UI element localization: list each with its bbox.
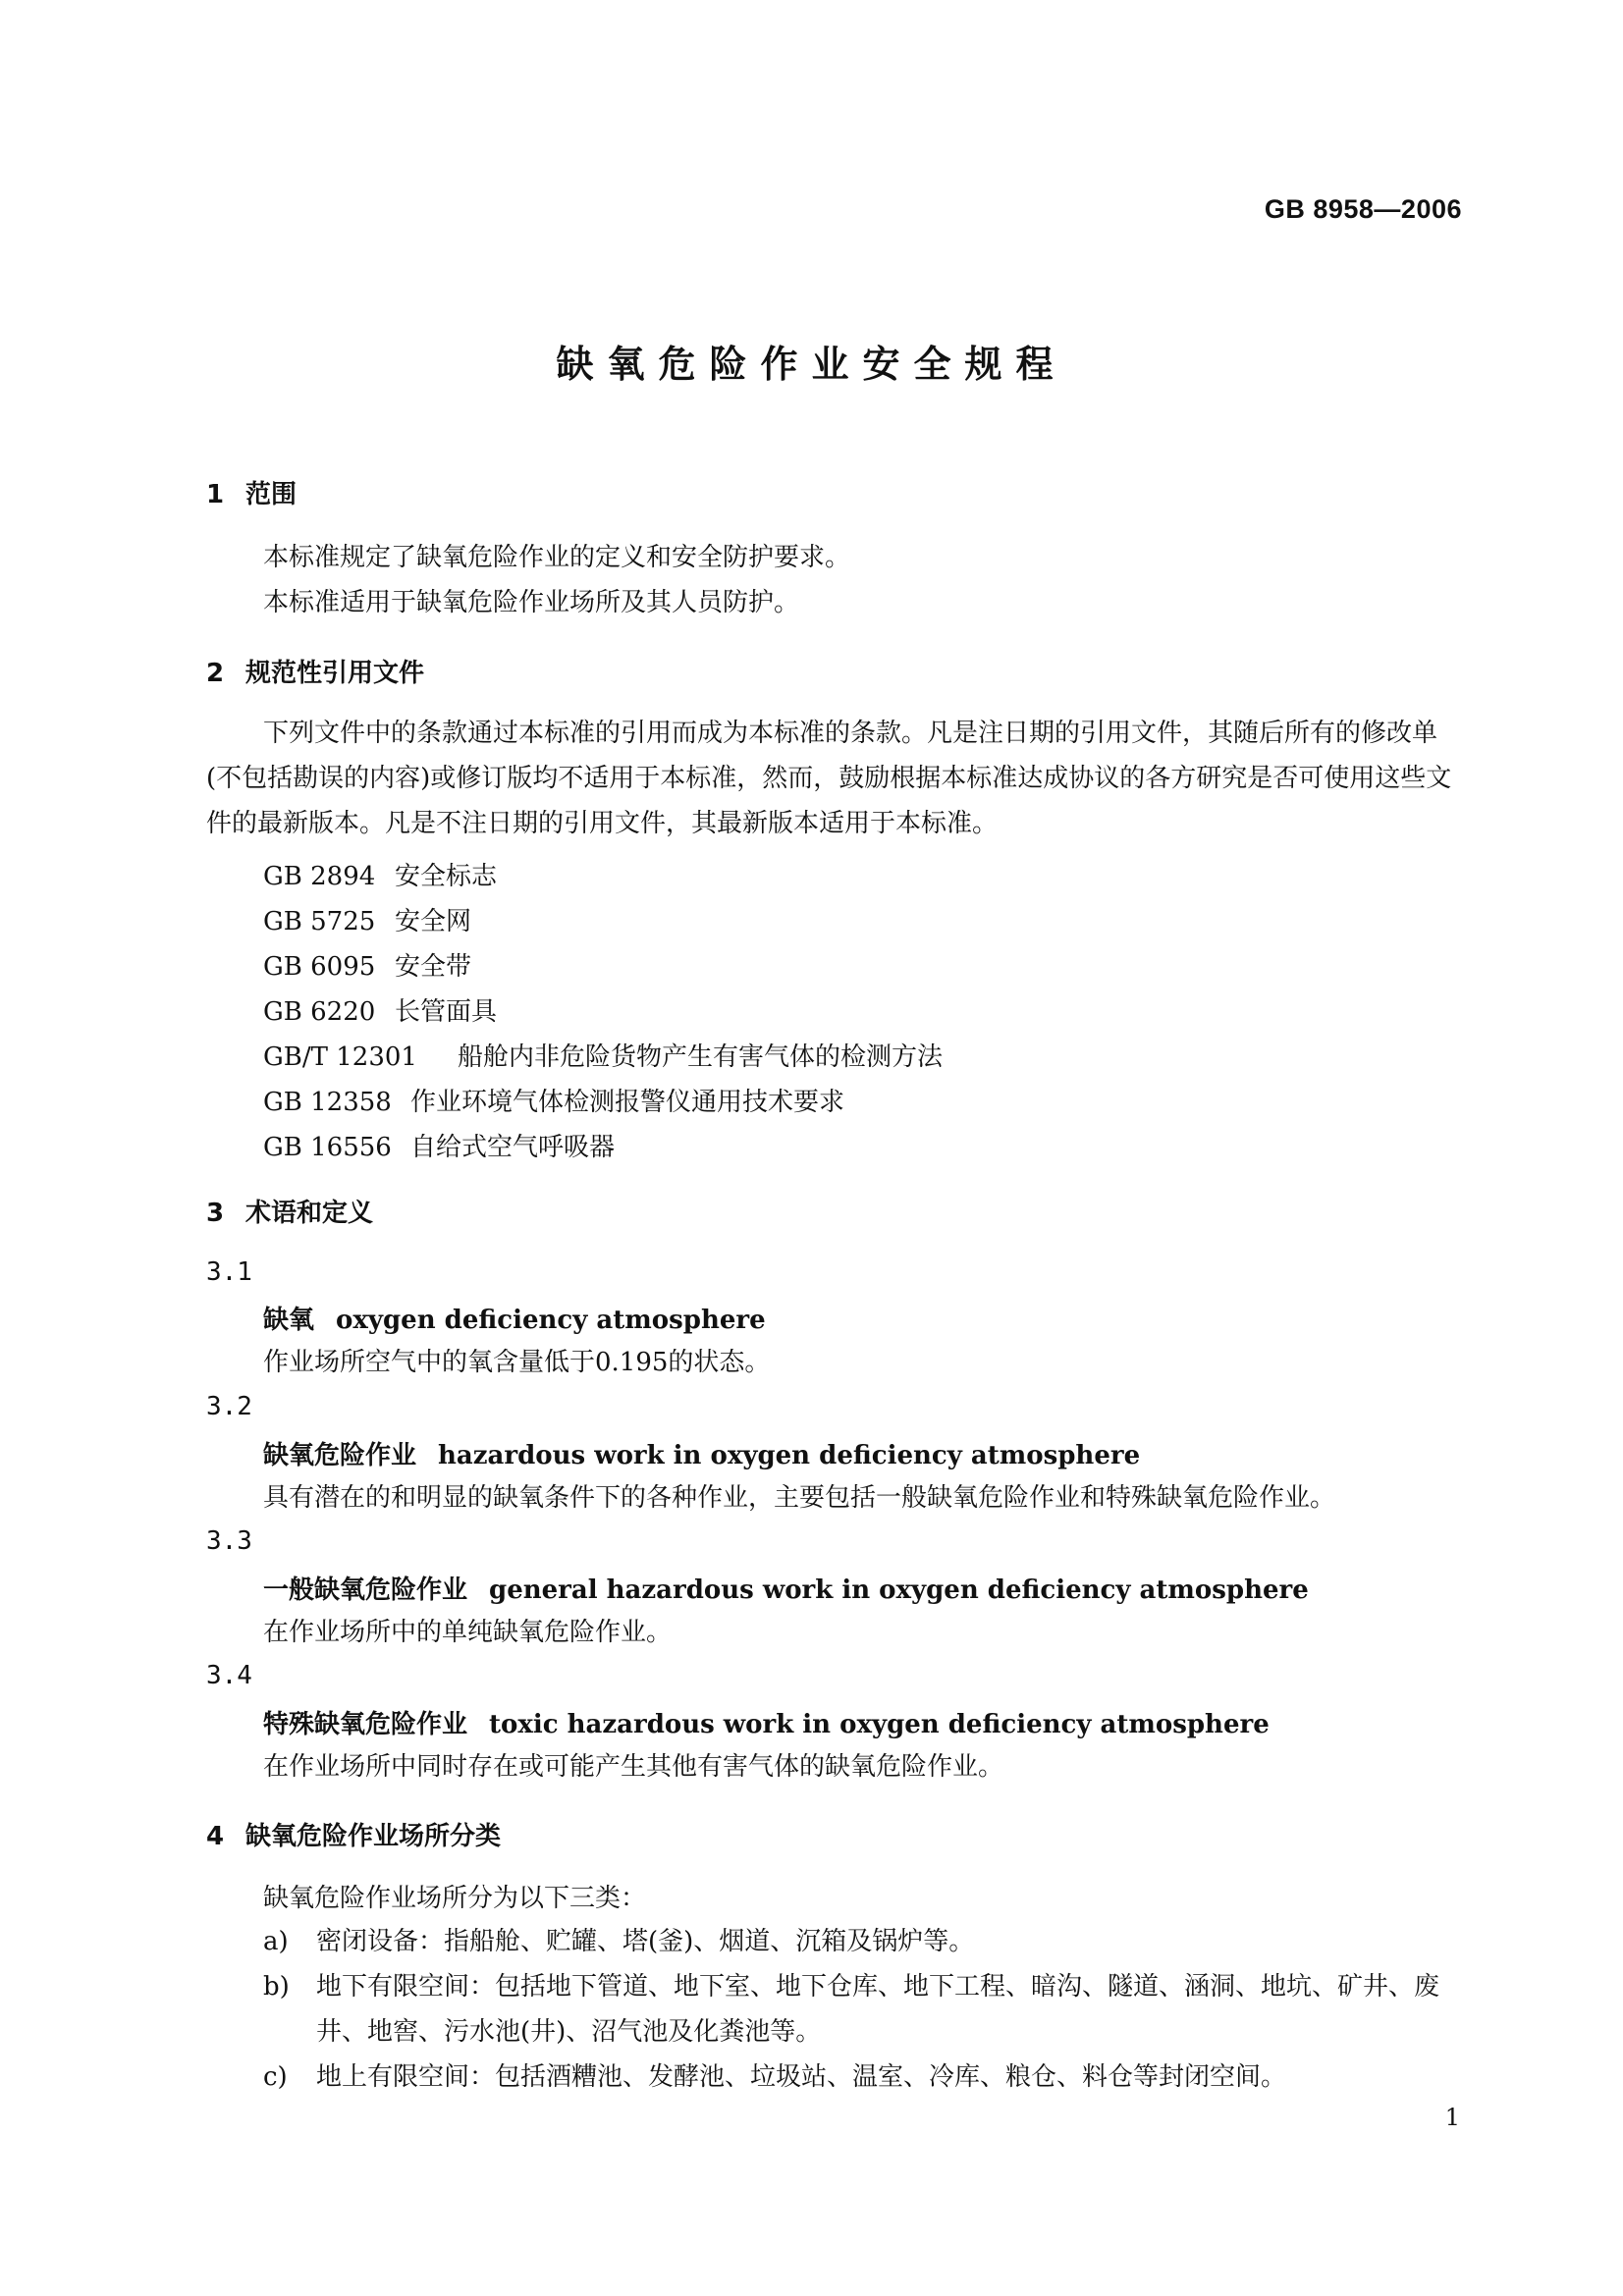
section-title: 缺氧危险作业场所分类 [245, 1822, 502, 1851]
list-item-label: b) [263, 1972, 290, 2002]
section-title: 规范性引用文件 [245, 659, 425, 688]
term-en: oxygen deficiency atmosphere [336, 1306, 766, 1335]
reference-code: GB 16556 [263, 1133, 392, 1162]
paragraph: 本标准规定了缺氧危险作业的定义和安全防护要求。 [263, 543, 851, 572]
section-3-heading [206, 1193, 373, 1229]
standard-code: GB 8958—2006 [1264, 194, 1462, 224]
term-definition: 在作业场所中同时存在或可能产生其他有害气体的缺氧危险作业。 [263, 1752, 1004, 1782]
reference-code: GB 6095 [263, 952, 376, 982]
reference-item [263, 991, 497, 1028]
reference-title: 安全带 [395, 952, 472, 982]
term-zh: 特殊缺氧危险作业 [263, 1710, 468, 1739]
term-definition: 作业场所空气中的氧含量低于0.195的状态。 [263, 1348, 771, 1377]
section-title: 术语和定义 [245, 1199, 374, 1228]
paragraph: 本标准适用于缺氧危险作业场所及其人员防护。 [263, 588, 800, 617]
classification-intro: 缺氧危险作业场所分为以下三类： [263, 1884, 647, 1913]
clause-number: 3.3 [206, 1526, 252, 1556]
reference-title: 作业环境气体检测报警仪通用技术要求 [410, 1088, 845, 1117]
section-title: 范围 [245, 480, 298, 509]
clause-number: 3.1 [206, 1257, 252, 1287]
section-number: 3 [206, 1199, 225, 1228]
section-number: 1 [206, 480, 225, 509]
term-en: hazardous work in oxygen deficiency atmosphere [438, 1441, 1141, 1470]
page-number: 1 [1444, 2104, 1460, 2131]
list-item-label: a) [263, 1927, 289, 1956]
section-4-heading [206, 1816, 501, 1852]
reference-code: GB 5725 [263, 907, 376, 936]
reference-title: 安全网 [395, 907, 472, 936]
reference-item [263, 901, 471, 937]
document-title: 缺氧危险作业安全规程 [556, 343, 1067, 386]
clause-number: 3.4 [206, 1661, 252, 1690]
term-en: general hazardous work in oxygen deficiency atmosphere [489, 1575, 1309, 1605]
term-definition: 在作业场所中的单纯缺氧危险作业。 [263, 1618, 673, 1647]
reference-title: 自给式空气呼吸器 [410, 1133, 616, 1162]
reference-item [263, 1037, 943, 1073]
term-definition: 具有潜在的和明显的缺氧条件下的各种作业，主要包括一般缺氧危险作业和特殊缺氧危险作业。 [263, 1483, 1336, 1513]
list-item-text: 密闭设备：指船舱、贮罐、塔(釜)、烟道、沉箱及锅炉等。 [316, 1927, 975, 1956]
reference-item [263, 856, 497, 892]
section-2-heading [206, 653, 424, 689]
list-item [263, 1964, 1461, 2055]
term-zh: 缺氧 [263, 1306, 315, 1335]
list-item [263, 1919, 1461, 1964]
term-heading [263, 1435, 1140, 1471]
section-1-heading [206, 474, 297, 510]
section-number: 2 [206, 659, 225, 688]
reference-code: GB 2894 [263, 862, 376, 891]
list-item [263, 2055, 1461, 2100]
term-zh: 一般缺氧危险作业 [263, 1575, 468, 1605]
list-item-text: 地上有限空间：包括酒糟池、发酵池、垃圾站、温室、冷库、粮仓、料仓等封闭空间。 [316, 2062, 1287, 2092]
reference-title: 长管面具 [395, 997, 498, 1027]
reference-title: 安全标志 [395, 862, 498, 891]
reference-code: GB 12358 [263, 1088, 392, 1117]
term-heading [263, 1300, 766, 1336]
term-en: toxic hazardous work in oxygen deficiency atmosphere [489, 1710, 1270, 1739]
term-heading [263, 1570, 1309, 1606]
references-intro: 下列文件中的条款通过本标准的引用而成为本标准的条款。凡是注日期的引用文件，其随后所有的修改单(不包括勘误的内容)或修订版均不适用于本标准，然而，鼓励根据本标准达成协议的各方研究是否可使用这些文件的最新版本。凡是不注日期的引用文件，其最新版本适用于本标准。 [206, 719, 1452, 838]
term-heading [263, 1704, 1270, 1740]
reference-item [263, 1127, 615, 1163]
reference-item [263, 946, 471, 983]
reference-item [263, 1082, 844, 1118]
reference-title: 船舱内非危险货物产生有害气体的检测方法 [458, 1042, 944, 1072]
clause-number: 3.2 [206, 1392, 252, 1421]
list-item-label: c) [263, 2062, 288, 2092]
list-item-text: 地下有限空间：包括地下管道、地下室、地下仓库、地下工程、暗沟、隧道、涵洞、地坑、矿井、废井、地窖、污水池(井)、沼气池及化粪池等。 [316, 1972, 1440, 2047]
term-zh: 缺氧危险作业 [263, 1441, 417, 1470]
reference-code: GB/T 12301 [263, 1042, 417, 1072]
reference-code: GB 6220 [263, 997, 376, 1027]
section-number: 4 [206, 1822, 225, 1851]
